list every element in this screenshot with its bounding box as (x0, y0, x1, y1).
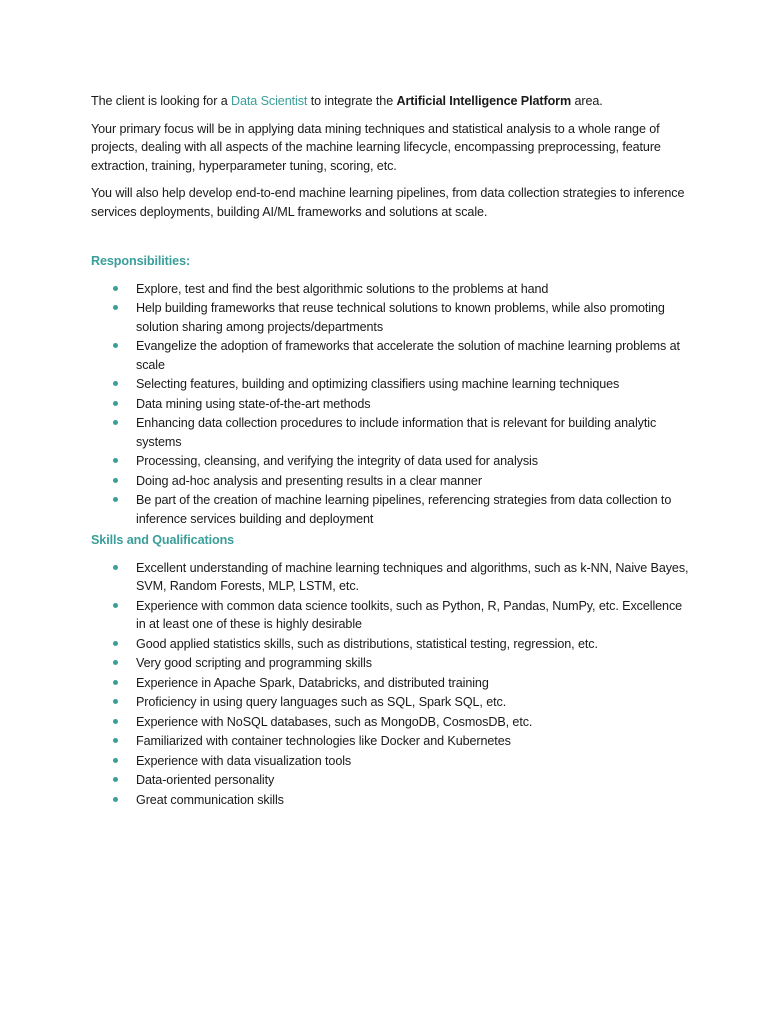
intro-middle: to integrate the (307, 94, 397, 108)
bullet-icon (113, 680, 118, 685)
list-item: Be part of the creation of machine learning pipelines, referencing strategies from data collection to inference services building and deployment (91, 491, 691, 528)
list-item: Experience in Apache Spark, Databricks, and distributed training (91, 674, 691, 693)
list-item: Good applied statistics skills, such as distributions, statistical testing, regression, etc. (91, 635, 691, 654)
focus-paragraph: Your primary focus will be in applying data mining techniques and statistical analysis to a whole range of projects, dealing with all aspects of the machine learning lifecycle, encompassing preprocessing, feature extraction, training, hyperparameter tuning, scoring, etc. (91, 121, 661, 173)
bullet-icon (113, 343, 118, 348)
bullet-icon (113, 603, 118, 608)
bullet-icon (113, 458, 118, 463)
bullet-icon (113, 478, 118, 483)
document-body (91, 92, 691, 810)
intro-paragraph (91, 92, 691, 111)
list-item: Enhancing data collection procedures to include information that is relevant for building analytic systems (91, 414, 691, 451)
bullet-icon (113, 777, 118, 782)
list-item: Selecting features, building and optimizing classifiers using machine learning techniques (91, 375, 691, 394)
list-item: Evangelize the adoption of frameworks that accelerate the solution of machine learning problems at scale (91, 337, 691, 374)
bullet-icon (113, 758, 118, 763)
bullet-icon (113, 719, 118, 724)
bullet-icon (113, 305, 118, 310)
bullet-icon (113, 286, 118, 291)
list-item: Experience with data visualization tools (91, 752, 691, 771)
intro-suffix: area. (571, 94, 603, 108)
list-item: Proficiency in using query languages such as SQL, Spark SQL, etc. (91, 693, 691, 712)
bullet-icon (113, 738, 118, 743)
list-item: Doing ad-hoc analysis and presenting results in a clear manner (91, 472, 691, 491)
bullet-icon (113, 699, 118, 704)
list-item: Excellent understanding of machine learning techniques and algorithms, such as k-NN, Naive Bayes, SVM, Random Forests, MLP, LSTM, etc. (91, 559, 691, 596)
list-item: Great communication skills (91, 791, 691, 810)
bullet-icon (113, 381, 118, 386)
skills-heading: Skills and Qualifications (91, 533, 235, 547)
bullet-icon (113, 641, 118, 646)
bullet-icon (113, 497, 118, 502)
list-item: Explore, test and find the best algorithmic solutions to the problems at hand (91, 280, 691, 299)
list-item: Very good scripting and programming skills (91, 654, 691, 673)
list-item: Data-oriented personality (91, 771, 691, 790)
bullet-icon (113, 420, 118, 425)
pipelines-paragraph: You will also help develop end-to-end machine learning pipelines, from data collection strategies to inference services deployments, building AI/ML frameworks and solutions at scale. (91, 186, 685, 219)
bullet-icon (113, 565, 118, 570)
role-title: Data Scientist (231, 94, 308, 108)
responsibilities-heading: Responsibilities: (91, 254, 191, 268)
bullet-icon (113, 797, 118, 802)
list-item: Experience with NoSQL databases, such as MongoDB, CosmosDB, etc. (91, 713, 691, 732)
list-item: Experience with common data science toolkits, such as Python, R, Pandas, NumPy, etc. Excellence in at least one of these is highly desirable (91, 597, 691, 634)
bullet-icon (113, 401, 118, 406)
skills-list (91, 559, 691, 810)
bullet-icon (113, 660, 118, 665)
list-item: Data mining using state-of-the-art methods (91, 395, 691, 414)
platform-name: Artificial Intelligence Platform (396, 94, 572, 108)
list-item: Processing, cleansing, and verifying the integrity of data used for analysis (91, 452, 691, 471)
responsibilities-list (91, 280, 691, 529)
list-item: Help building frameworks that reuse technical solutions to known problems, while also promoting solution sharing among projects/departments (91, 299, 691, 336)
intro-prefix: The client is looking for a (91, 94, 231, 108)
list-item: Familiarized with container technologies like Docker and Kubernetes (91, 732, 691, 751)
